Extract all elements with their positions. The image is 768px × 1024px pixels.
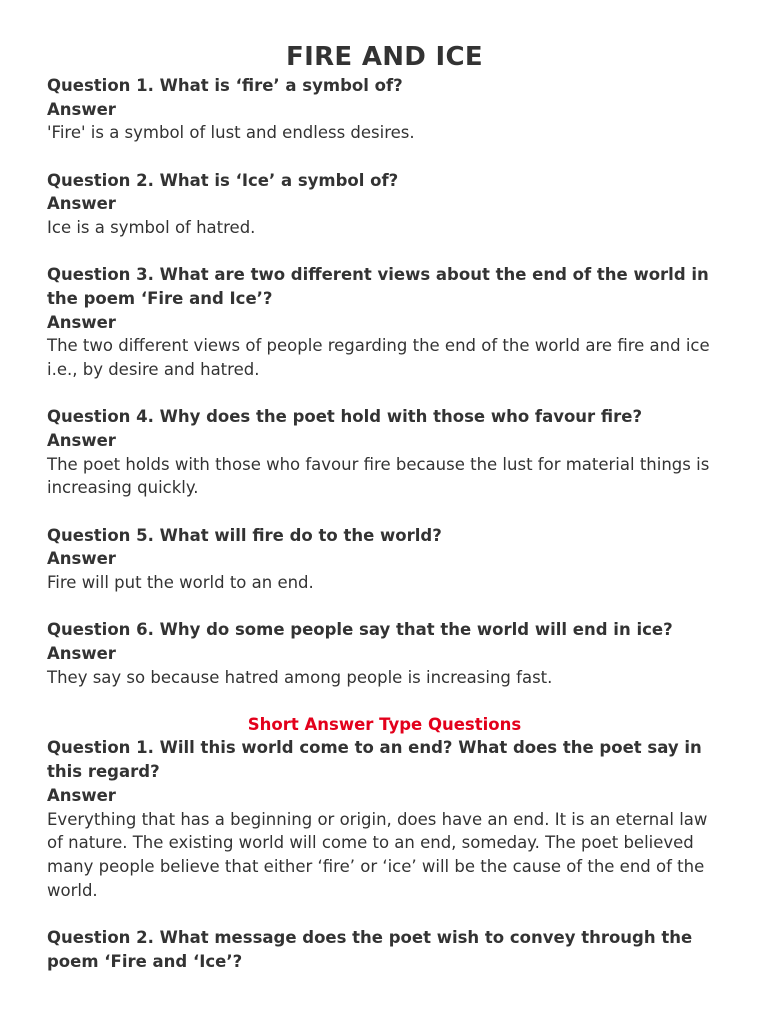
answer-label: Answer xyxy=(47,430,116,450)
answer-text: The two different views of people regarding the end of the world are fire and ice i.e., by desire and hatred. xyxy=(47,336,710,380)
answer-label: Answer xyxy=(47,194,116,214)
qa-item-2 xyxy=(47,169,722,240)
question-text: Question 5. What will fire do to the world? xyxy=(47,525,442,545)
question-text: Question 2. What is ‘Ice’ a symbol of? xyxy=(47,170,399,190)
answer-text: The poet holds with those who favour fire because the lust for material things is increasing quickly. xyxy=(47,454,710,498)
answer-label: Answer xyxy=(47,549,116,569)
question-text: Question 1. What is ‘fire’ a symbol of? xyxy=(47,76,403,95)
answer-text: They say so because hatred among people is increasing fast. xyxy=(47,667,553,687)
qa-item-1 xyxy=(47,74,722,145)
answer-text: 'Fire' is a symbol of lust and endless desires. xyxy=(47,123,415,143)
answer-label: Answer xyxy=(47,643,116,663)
question-text: Question 1. Will this world come to an end? What does the poet say in this regard? xyxy=(47,738,702,782)
section-heading: Short Answer Type Questions xyxy=(247,714,522,734)
answer-label: Answer xyxy=(47,312,116,332)
qa-item-4 xyxy=(47,405,722,500)
question-text: Question 2. What message does the poet wish to convey through the poem ‘Fire and ‘Ice’? xyxy=(47,927,693,971)
answer-text: Ice is a symbol of hatred. xyxy=(47,218,256,238)
qa-item-6 xyxy=(47,618,722,689)
qa-item-3 xyxy=(47,263,722,382)
short-qa-item-1 xyxy=(47,736,722,902)
qa-item-5 xyxy=(47,524,722,595)
question-text: Question 4. Why does the poet hold with those who favour fire? xyxy=(47,407,643,427)
answer-text: Fire will put the world to an end. xyxy=(47,572,314,592)
answer-label: Answer xyxy=(47,99,116,119)
short-qa-item-2 xyxy=(47,926,722,973)
page-title: FIRE AND ICE xyxy=(286,42,483,72)
question-text: Question 3. What are two different views about the end of the world in the poem ‘Fire and Ice’? xyxy=(47,265,709,308)
question-text: Question 6. Why do some people say that the world will end in ice? xyxy=(47,620,673,640)
answer-text: Everything that has a beginning or origin, does have an end. It is an eternal law of nature. The existing world will come to an end, someday. The poet believed many people believe that either ‘fire’ or ‘ice’ will be the cause of the end of the world. xyxy=(47,809,708,900)
answer-label: Answer xyxy=(47,785,116,805)
